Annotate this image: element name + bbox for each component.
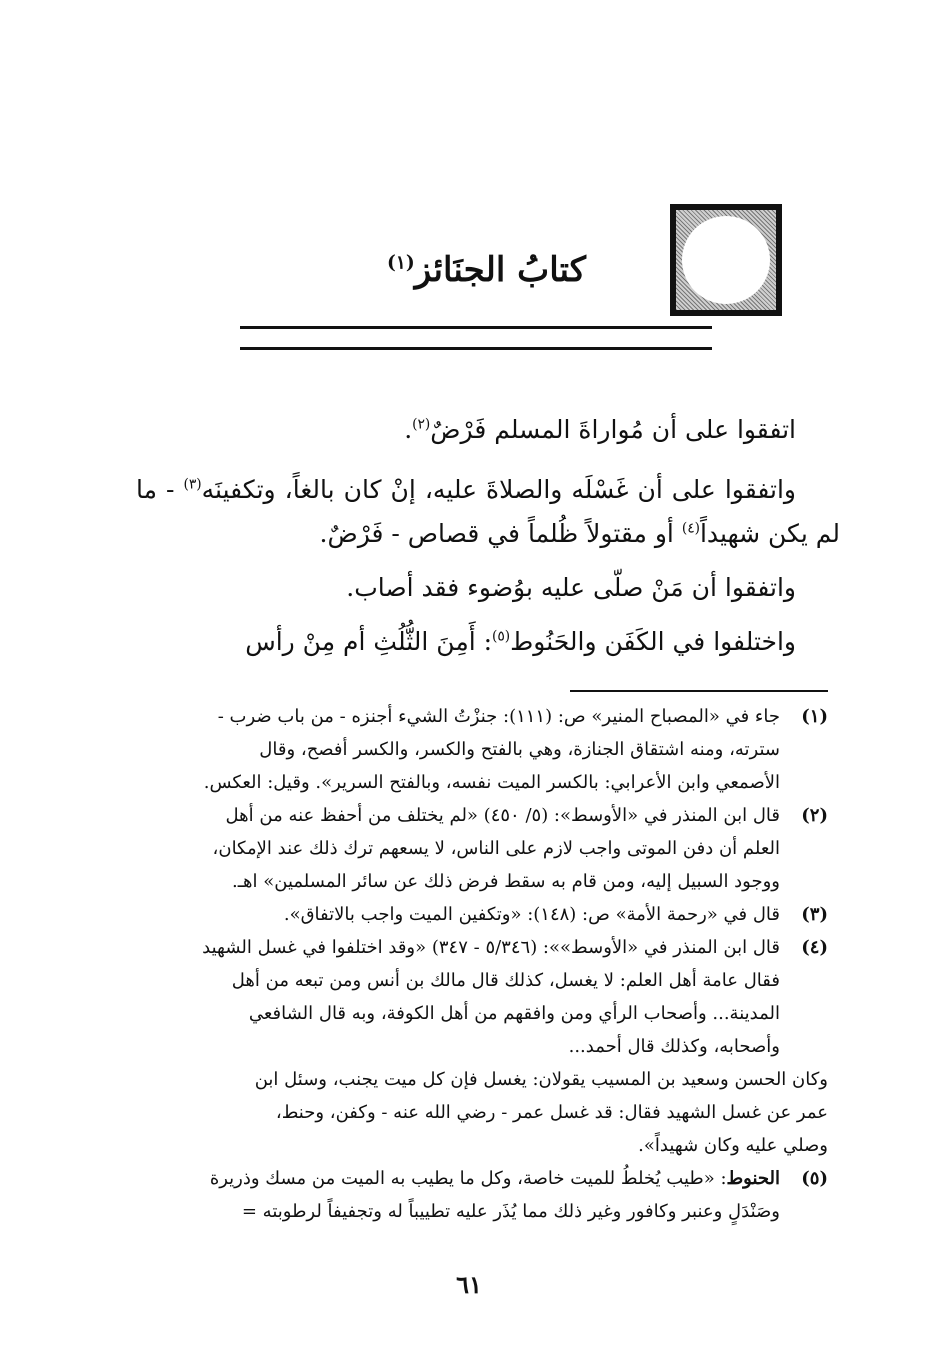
footnote-separator (570, 690, 828, 692)
main-paragraph-4: واختلفوا في الكَفَن والحَنُوط$^{(٥)}$: أَمِنَ الثُّلُثِ أم مِنْ رأس (245, 627, 796, 656)
chapter-note-ref: (١) (387, 251, 415, 274)
footnotes (136, 700, 828, 1228)
footnote-2: (٢) قال ابن المنذر في «الأوسط»: (٥/ ٤٥٠) «لم يختلف من أحفظ عنه من أهل العلم أن دفن الموتى واجب لازم على الناس، لا يسعهم ترك ذلك عند الإمكان، ووجود السبيل إليه، ومن قام به سقط فرض ذلك عن سائر المسلمين» اهـ. (212, 805, 828, 892)
main-paragraph-3: واتفقوا أن مَنْ صلّى عليه بوُضوء فقد أصاب. (346, 573, 796, 602)
footnote-1: (١) جاء في «المصباح المنير» ص: (١١١): جنزْتُ الشيء أجنزه - من باب ضرب - سترته، ومنه اشتقاق الجنازة، وهي بالفتح والكسر، والكسر أفصح، وقال الأصمعي وابن الأعرابي: بالكسر الميت نفسه، وبالفتح السرير». وقيل: العكس. (203, 706, 828, 793)
note-ref-5: (٥) (492, 628, 511, 645)
chapter-ornament-icon (670, 204, 782, 316)
chapter-title (387, 250, 586, 290)
main-paragraph-1: اتفقوا على أن مُواراةَ المسلم فَرْضٌ$^{(٢)}$. (404, 415, 796, 444)
title-rule-bottom (240, 347, 712, 350)
chapter-title-text: كتابُ الجنَائز (414, 250, 586, 290)
footnote-4: (٤) قال ابن المنذر في «الأوسط»»: (٥/٣٤٦ - ٣٤٧) «وقد اختلفوا في غسل الشهيد فقال عامة أهل العلم: لا يغسل، كذلك قال مالك بن أنس ومن تبعه من أهل المدينة... وأصحاب الرأي ومن وافقهم من أهل الكوفة، وبه قال الشافعي وأصحابه، وكذلك قال أحمد... (202, 937, 828, 1057)
footnote-5-term: الحنوط (726, 1168, 780, 1189)
note-ref-4: (٤) (681, 520, 700, 537)
title-rule-top (240, 326, 712, 329)
note-ref-3: (٣) (183, 476, 202, 493)
footnote-3: (٣) قال في «رحمة الأمة» ص: (١٤٨): «وتكفين الميت واجب بالاتفاق». (283, 904, 828, 925)
main-paragraph-2: واتفقوا على أن غَسْلَه والصلاةَ عليه، إنْ كان بالغاً، وتكفينَه$^{(٣)}$ - ما لم يكن شهيداً$^{(٤)}$ أو مقتولاً ظُلماً في قصاص - فَرْضٌ. (136, 475, 840, 548)
footnote-5: (٥) الحنوط: «طيب يُخلطُ للميت خاصة، وكل ما يطيب به الميت من مسك وذريرة وصَنْدَلٍ وعنبر وكافور وغير ذلك مما يُذَر عليه تطييباً له وتجفيفاً لرطوبته = (209, 1168, 828, 1222)
page-number: ٦١ (456, 1270, 482, 1299)
note-ref-2: (٢) (412, 416, 431, 433)
footnote-4-continued: وكان الحسن وسعيد بن المسيب يقولان: يغسل فإن كل ميت يجنب، وسئل ابن عمر عن غسل الشهيد فقال: قد غسل عمر - رضي الله عنه - وكفن، وحنط، وصلي عليه وكان شهيداً». (254, 1069, 828, 1156)
